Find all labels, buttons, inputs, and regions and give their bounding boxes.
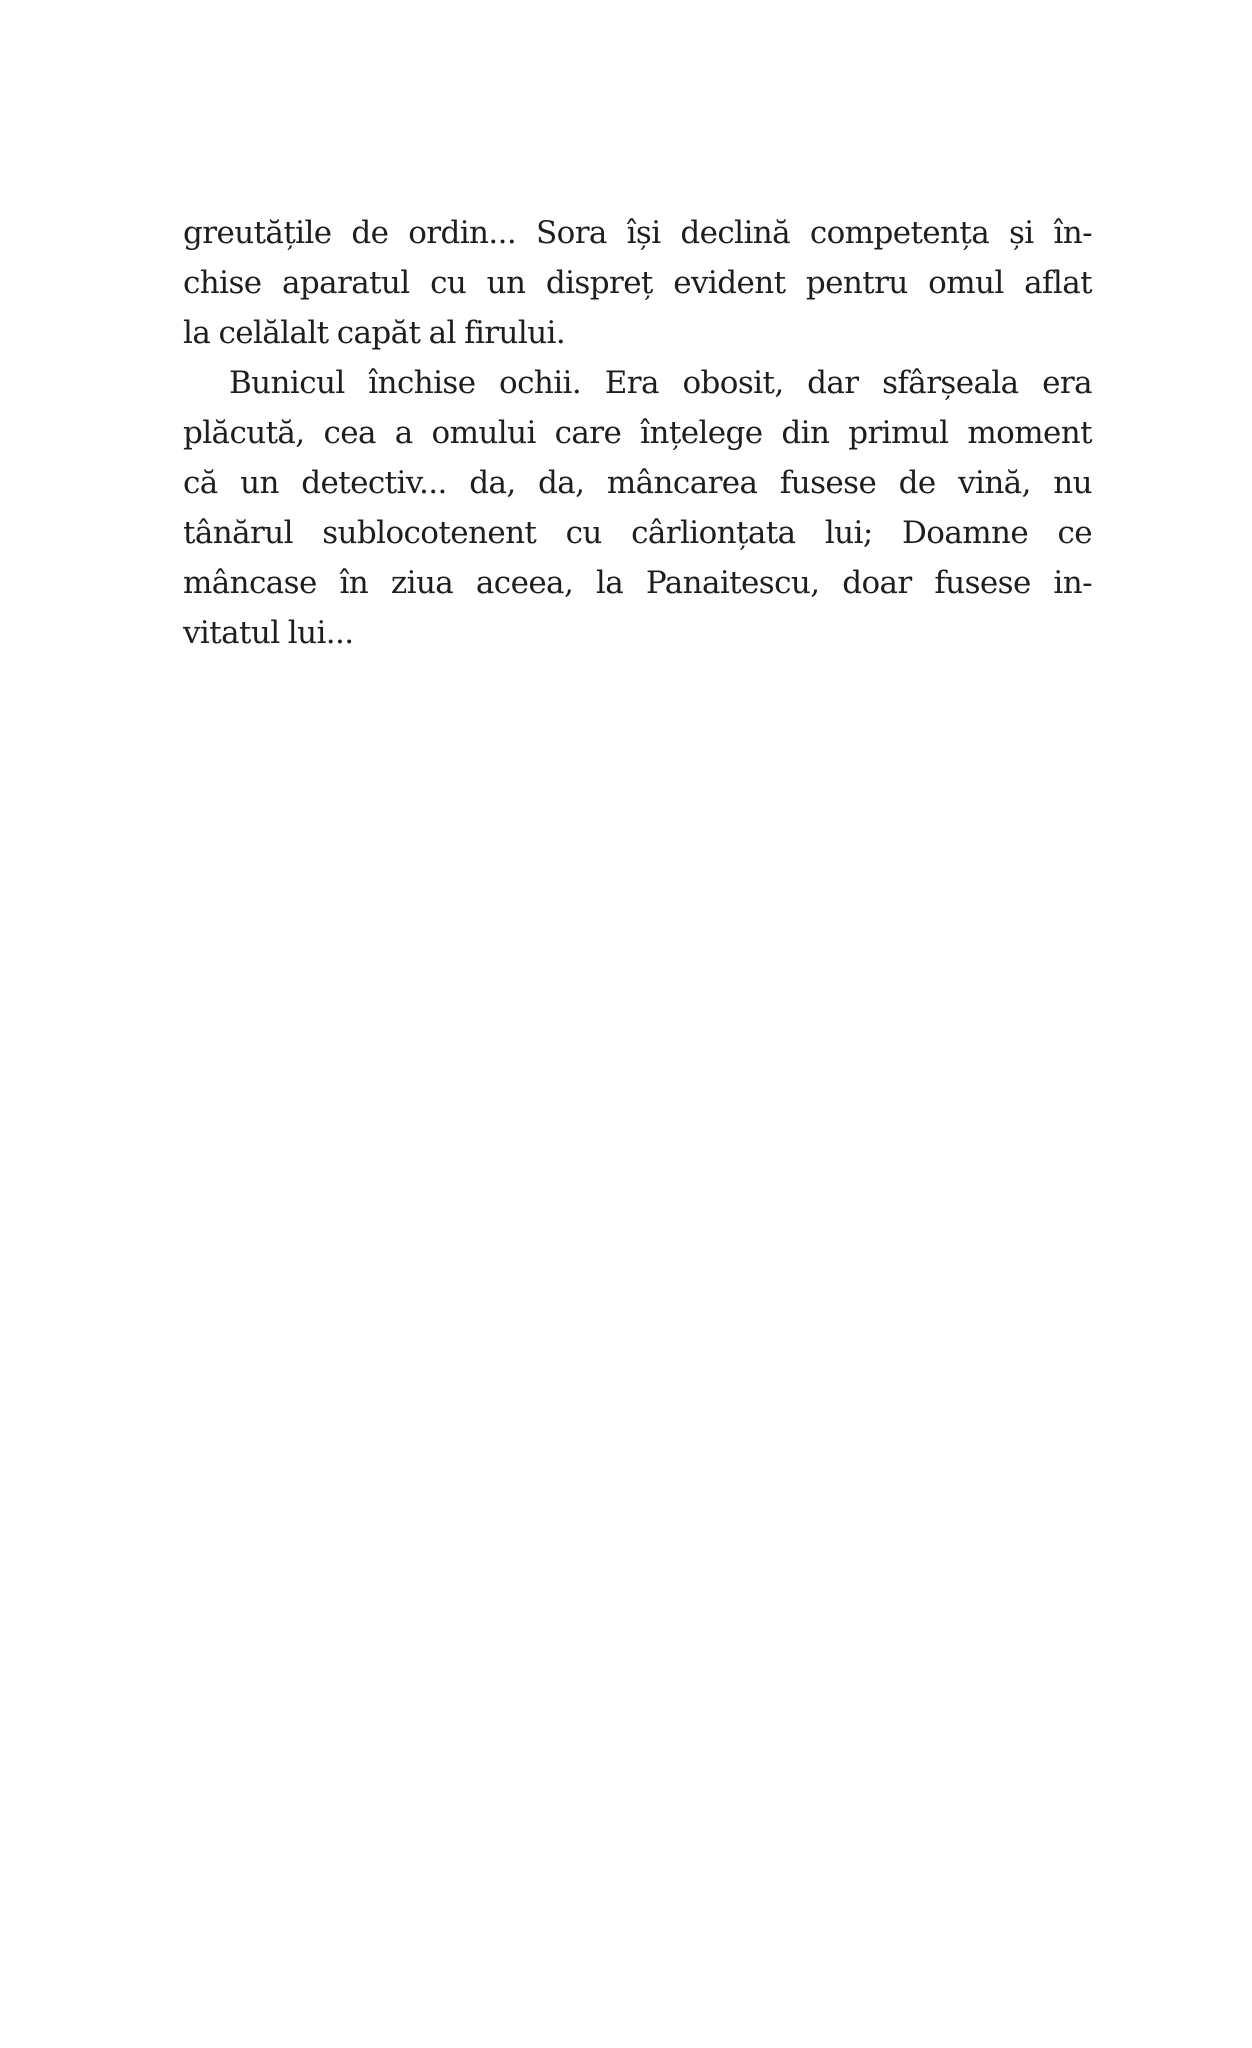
text-line: mâncase în ziua aceea, la Panaitescu, doar fusese in- — [183, 565, 1092, 601]
paragraph-2 — [183, 358, 1092, 658]
text-line: chise aparatul cu un dispreț evident pentru omul aflat — [183, 265, 1092, 301]
text-line: tânărul sublocotenent cu cârlionțata lui; Doamne ce — [183, 515, 1092, 551]
text-line: la celălalt capăt al firului. — [183, 315, 566, 351]
text-line: greutățile de ordin... Sora își declină competența și în- — [183, 215, 1092, 251]
body-text — [183, 208, 1092, 658]
paragraph-1 — [183, 208, 1092, 358]
text-line: plăcută, cea a omului care înțelege din primul moment — [183, 415, 1092, 451]
text-line: Bunicul închise ochii. Era obosit, dar sfârșeala era — [229, 365, 1092, 401]
text-line: vitatul lui... — [183, 615, 354, 651]
text-line: că un detectiv... da, da, mâncarea fusese de vină, nu — [183, 465, 1092, 501]
